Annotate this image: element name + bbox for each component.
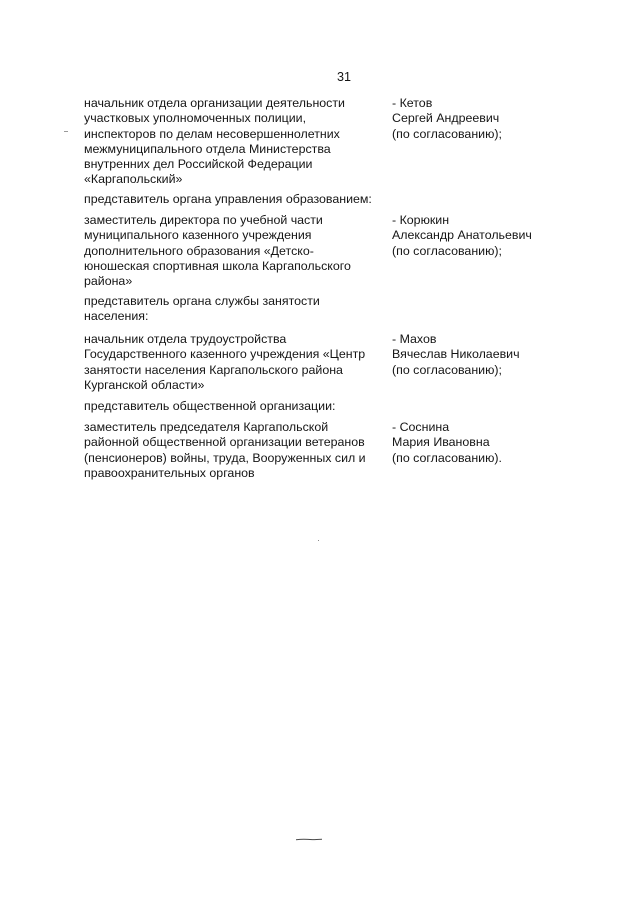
member-name: - Корюкин Александр Анатольевич (по согласованию); [392, 213, 532, 258]
member-role: начальник отдела трудоустройства Государственного казенного учреждения «Центр занятости населения Каргапольского района Курганской области» [84, 332, 366, 392]
section-label-education: представитель органа управления образованием: [84, 192, 372, 206]
member-name: - Махов Вячеслав Николаевич (по согласованию); [392, 332, 520, 377]
section-label-public-org: представитель общественной организации: [84, 399, 336, 413]
member-role: заместитель председателя Каргапольской районной общественной организации ветеранов (пенсионеров) войны, труда, Вооруженных сил и правоохранительных органов [84, 420, 366, 480]
section-label-employment: представитель органа службы занятости населения: [84, 294, 320, 324]
page-number: 31 [336, 70, 351, 84]
member-name: - Кетов Сергей Андреевич (по согласованию); [392, 96, 502, 141]
scan-mark [296, 838, 322, 841]
scan-speck [318, 540, 319, 541]
member-name: - Соснина Мария Ивановна (по согласованию). [392, 420, 502, 465]
member-role: заместитель директора по учебной части муниципального казенного учреждения дополнительного образования «Детско- юношеская спортивная школа Каргапольского района» [84, 213, 351, 289]
margin-mark [64, 131, 68, 132]
member-role: начальник отдела организации деятельности участковых уполномоченных полиции, инспекторов по делам несовершеннолетних межмуниципального отдела Министерства внутренних дел Российской Федерации «Каргапольский» [84, 96, 345, 187]
